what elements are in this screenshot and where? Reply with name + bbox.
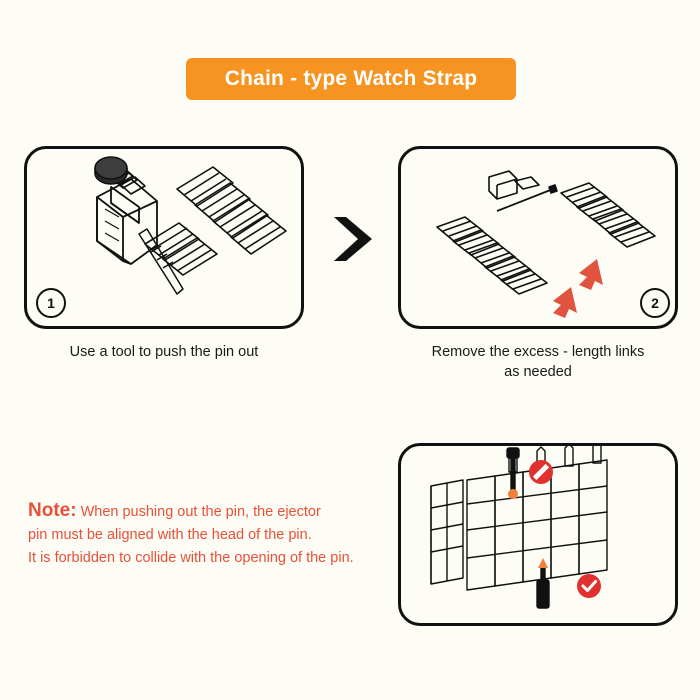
- step-1-panel: [24, 146, 304, 329]
- step-2-caption: [398, 342, 678, 382]
- red-arrow-group: [553, 259, 603, 318]
- step-2-caption-line-1: Remove the excess - length links: [431, 344, 645, 360]
- step-2-caption-line-2: as needed: [504, 364, 572, 380]
- note-line-1: When pushing out the pin, the ejector: [80, 504, 321, 520]
- check-circle-icon: [577, 574, 601, 598]
- step-2-panel: [398, 146, 678, 329]
- step-2-illustration: [401, 149, 675, 326]
- misaligned-contact-marker: [508, 489, 518, 499]
- note-line-3: It is forbidden to collide with the opening of the pin.: [28, 550, 354, 566]
- page-title: Chain - type Watch Strap: [224, 67, 478, 90]
- step-2-number-badge: [640, 288, 670, 318]
- aligned-contact-marker: [538, 558, 548, 568]
- note-illustration: [401, 446, 675, 623]
- step-1-number-badge: [36, 288, 66, 318]
- note-panel: [398, 443, 678, 626]
- aligned-ejector-pin: [537, 566, 549, 608]
- chevron-right-arrow-icon: [330, 215, 376, 263]
- step-1-illustration: [27, 149, 301, 326]
- no-entry-icon: [529, 460, 553, 484]
- note-line-2: pin must be aligned with the head of the pin.: [28, 527, 312, 543]
- note-label: Note:: [28, 500, 77, 521]
- step-1-caption: Use a tool to push the pin out: [69, 344, 259, 360]
- step-1-number: 1: [47, 295, 55, 311]
- step-2-number: 2: [651, 295, 659, 311]
- note-block: [28, 500, 378, 570]
- page-title-banner: [186, 58, 516, 100]
